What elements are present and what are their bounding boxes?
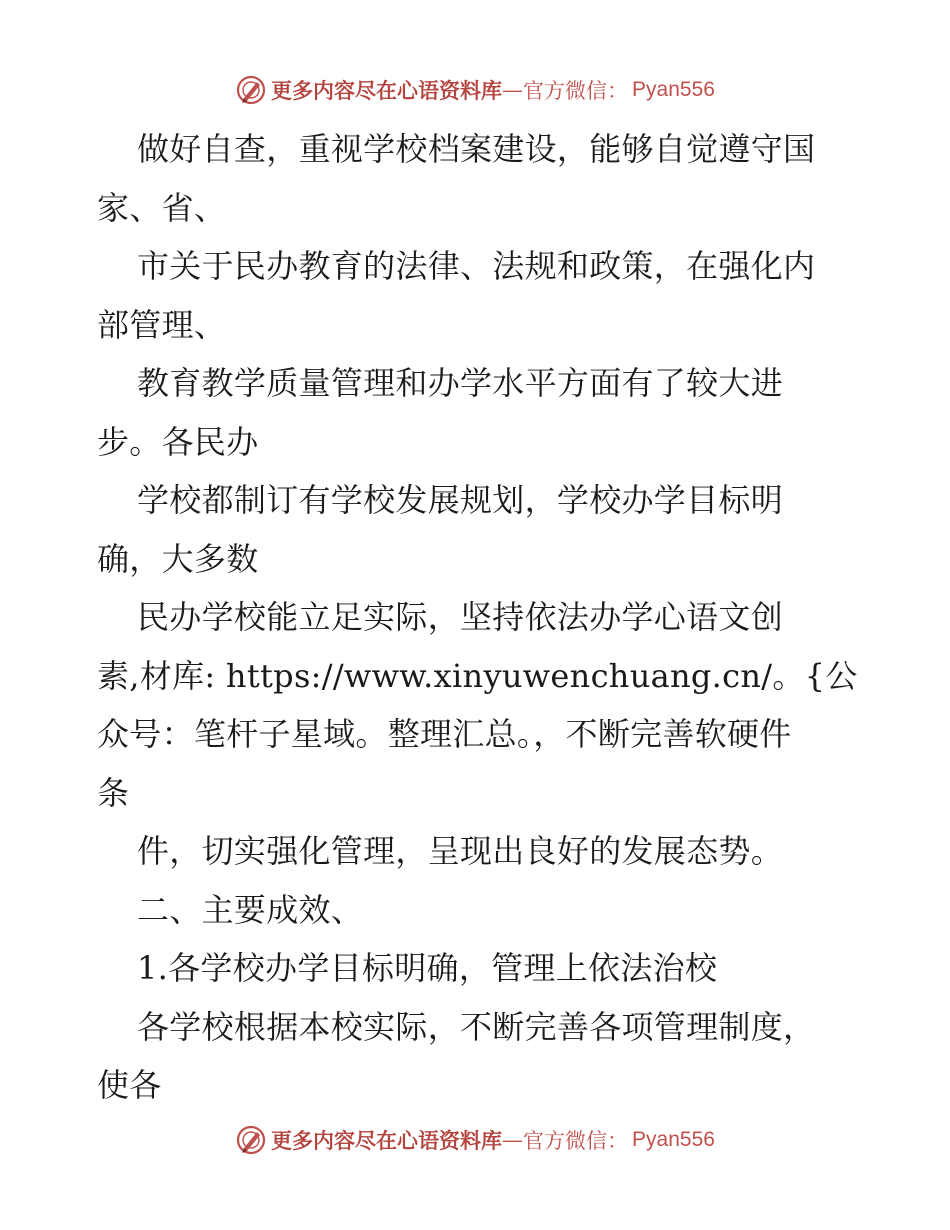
body-line: 使各 bbox=[97, 1066, 162, 1104]
header-colon: ： bbox=[607, 79, 629, 103]
pen-logo-icon bbox=[235, 74, 267, 106]
body-line: 各学校根据本校实际，不断完善各项管理制度， bbox=[137, 1007, 816, 1046]
body-line: 家、省、 bbox=[97, 188, 227, 227]
document-body bbox=[97, 120, 857, 1115]
body-line: 市关于民办教育的法律、法规和政策，在强化内 bbox=[137, 247, 816, 285]
body-line: 条 bbox=[97, 773, 130, 812]
body-line: 教育教学质量管理和办学水平方面有了较大进 bbox=[137, 364, 784, 402]
footer-wechat-id: Pyan556 bbox=[632, 1128, 715, 1151]
body-line: 学校都制订有学校发展规划，学校办学目标明 bbox=[137, 481, 784, 519]
body-line: 二、主要成效、 bbox=[137, 890, 364, 929]
footer-colon: ： bbox=[607, 1129, 629, 1153]
header-site-text: 更多内容尽在心语资料库 bbox=[271, 78, 503, 103]
footer-watermark bbox=[0, 1120, 950, 1160]
body-line: 部管理、 bbox=[97, 305, 227, 344]
body-line: 众号：笔杆子星域。整理汇总。，不断完善软硬件 bbox=[97, 715, 792, 753]
header-wechat-id: Pyan556 bbox=[632, 78, 715, 101]
header-dash: — bbox=[502, 78, 524, 102]
footer-site-text: 更多内容尽在心语资料库 bbox=[271, 1128, 503, 1153]
header-watermark bbox=[0, 70, 950, 110]
footer-wechat-label: 官方微信 bbox=[523, 1129, 608, 1153]
body-line: 件，切实强化管理，呈现出良好的发展态势。 bbox=[137, 832, 784, 870]
footer-dash: — bbox=[502, 1128, 524, 1152]
body-line: 民办学校能立足实际，坚持依法办学心语文创 bbox=[137, 598, 784, 636]
body-line: 步。各民办 bbox=[97, 422, 259, 461]
body-line: 1.各学校办学目标明确，管理上依法治校 bbox=[137, 949, 718, 987]
pen-logo-icon bbox=[235, 1124, 267, 1156]
header-wechat-label: 官方微信 bbox=[523, 79, 608, 103]
body-line: 做好自查，重视学校档案建设，能够自觉遵守国 bbox=[137, 130, 816, 168]
body-line: 素,材库: https://www.xinyuwenchuang.cn/。{公 bbox=[97, 656, 858, 695]
body-line: 确，大多数 bbox=[97, 539, 259, 578]
